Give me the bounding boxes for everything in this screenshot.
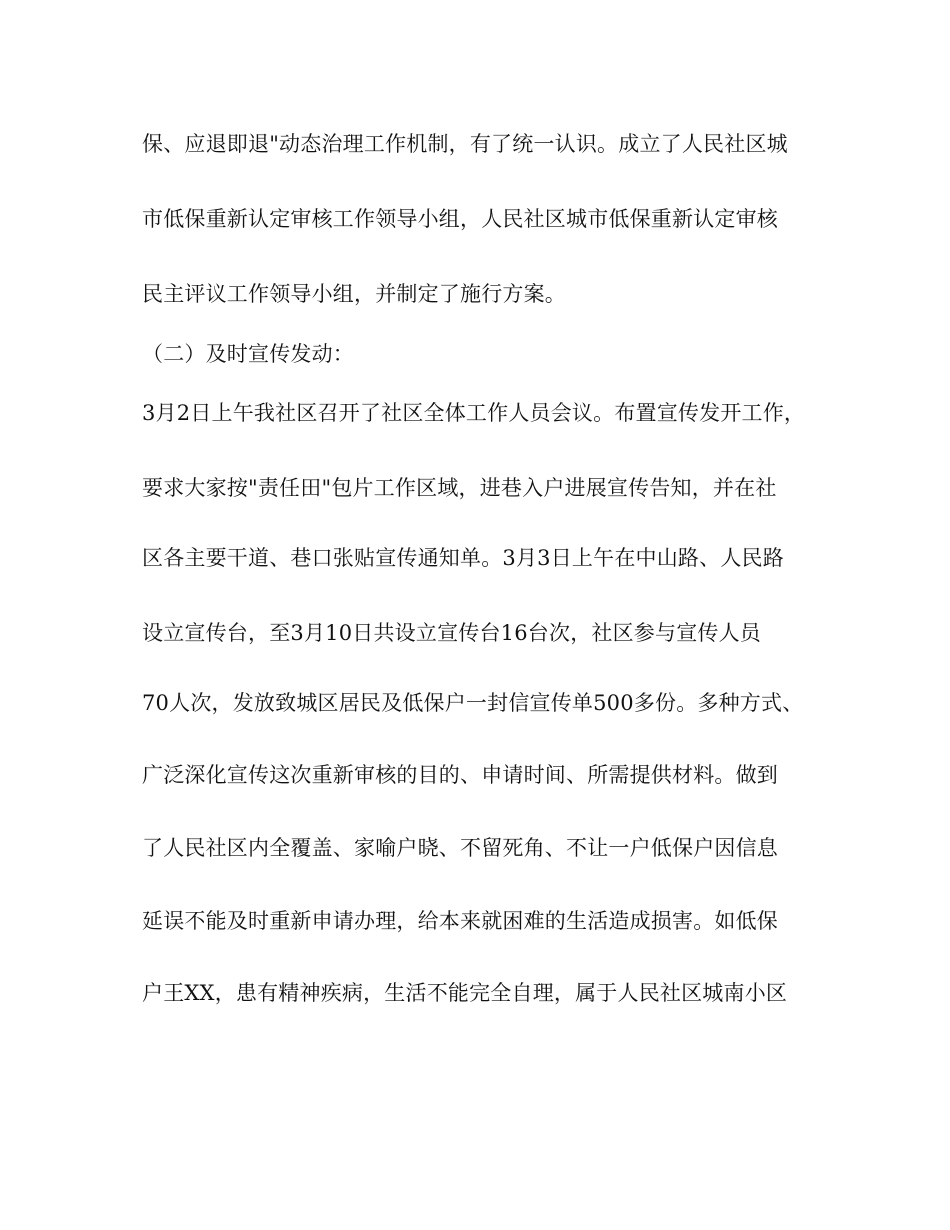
paragraph-line: 保、应退即退"动态治理工作机制，有了统一认识。成立了人民社区城	[142, 132, 788, 156]
paragraph-line: 市低保重新认定审核工作领导小组，人民社区城市低保重新认定审核	[142, 207, 778, 231]
paragraph-line: 区各主要干道、巷口张贴宣传通知单。3月3日上午在中山路、人民路	[142, 546, 784, 570]
section-heading: （二）及时宣传发动：	[142, 342, 354, 366]
paragraph-line: 设立宣传台，至3月10日共设立宣传台16台次，社区参与宣传人员	[142, 621, 762, 645]
paragraph-line: 户王XX，患有精神疾病，生活不能完全自理，属于人民社区城南小区	[142, 981, 788, 1005]
paragraph-line: 广泛深化宣传这次重新审核的目的、申请时间、所需提供材料。做到	[142, 763, 778, 787]
paragraph-line: 延误不能及时重新申请办理，给本来就困难的生活造成损害。如低保	[142, 909, 778, 933]
paragraph-line: 了人民社区内全覆盖、家喻户晓、不留死角、不让一户低保户因信息	[142, 836, 778, 860]
paragraph-line: 民主评议工作领导小组，并制定了施行方案。	[142, 282, 566, 306]
paragraph-line: 3月2日上午我社区召开了社区全体工作人员会议。布置宣传发开工作，	[142, 401, 806, 425]
paragraph-line: 要求大家按"责任田"包片工作区域，进巷入户进展宣传告知，并在社	[142, 476, 777, 500]
paragraph-line: 70人次，发放致城区居民及低保户一封信宣传单500多份。多种方式、	[142, 691, 804, 715]
